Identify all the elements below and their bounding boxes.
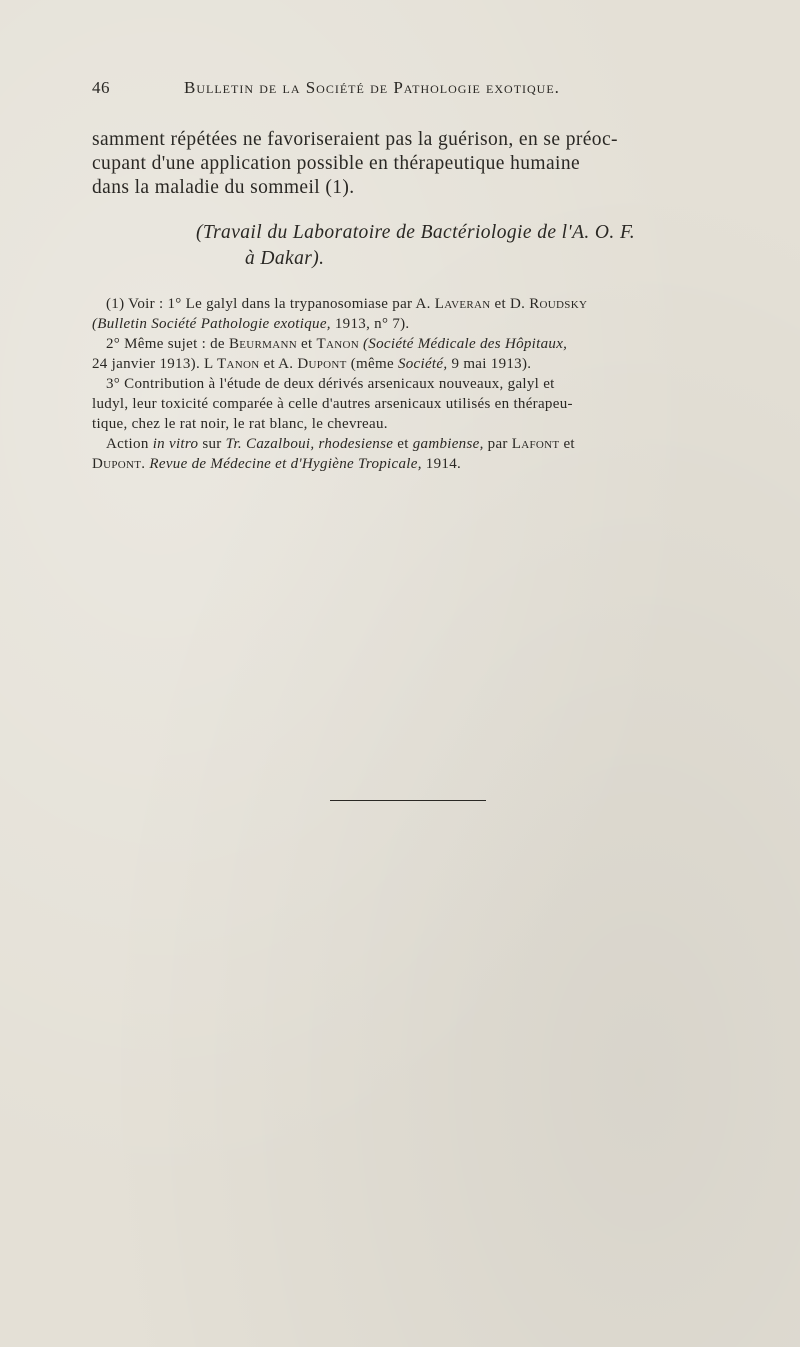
body-line: dans la maladie du sommeil (1). — [92, 177, 355, 198]
footnote-line: 3° Contribution à l'étude de deux dérivés arsenicaux nouveaux, galyl et — [106, 376, 555, 392]
page-header — [92, 78, 692, 108]
footnote-line: Action in vitro sur Tr. Cazalboui, rhodesiense et gambiense, par Lafont et — [106, 436, 575, 452]
credit-line: à Dakar). — [245, 248, 325, 269]
footnote-line: 2° Même sujet : de Beurmann et Tanon (Société Médicale des Hôpitaux, — [106, 336, 568, 352]
end-rule-divider — [330, 800, 486, 801]
footnote-line: (1) Voir : 1° Le galyl dans la trypanosomiase par A. Laveran et D. Roudsky — [106, 296, 588, 312]
footnote-line: ludyl, leur toxicité comparée à celle d'autres arsenicaux utilisés en thérapeu- — [92, 396, 573, 412]
footnote-line: Dupont. Revue de Médecine et d'Hygiène Tropicale, 1914. — [92, 456, 462, 472]
body-line: cupant d'une application possible en thérapeutique humaine — [92, 153, 581, 174]
footnote-line: tique, chez le rat noir, le rat blanc, le chevreau. — [92, 416, 388, 432]
body-paragraph — [92, 128, 740, 200]
credit-line: (Travail du Laboratoire de Bactériologie de l'A. O. F. — [196, 222, 636, 243]
page-number: 46 — [92, 78, 110, 97]
laboratory-credit — [196, 220, 756, 272]
footnotes — [92, 294, 740, 474]
footnote-line: (Bulletin Société Pathologie exotique, 1913, n° 7). — [92, 316, 410, 332]
running-title: Bulletin de la Société de Pathologie exotique. — [184, 78, 560, 97]
body-line: samment répétées ne favoriseraient pas la guérison, en se préoc- — [92, 129, 618, 150]
footnote-line: 24 janvier 1913). L Tanon et A. Dupont (même Société, 9 mai 1913). — [92, 356, 532, 372]
